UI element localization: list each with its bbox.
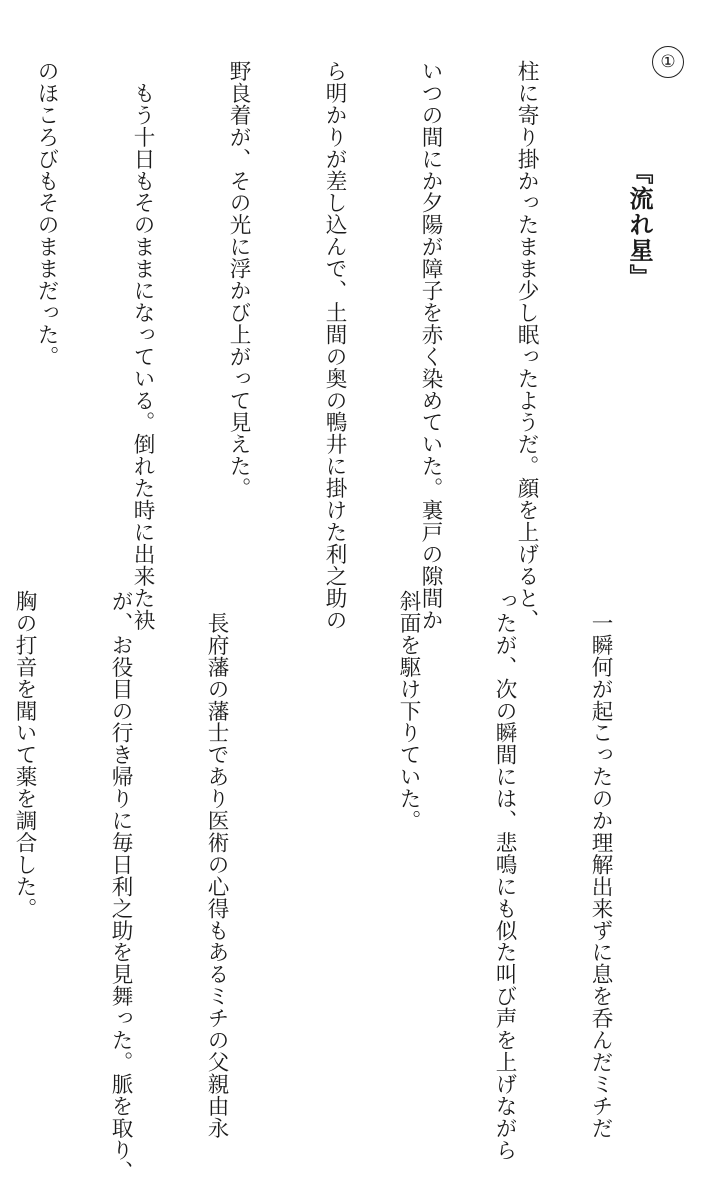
- page-number: ①: [652, 46, 684, 78]
- upper-text-block: [34, 60, 606, 631]
- text-line: もう十日もそのままになっている。倒れた時に出来た袂: [130, 60, 155, 631]
- text-line: ったが、次の瞬間には、悲鳴にも似た叫び声を上げながら: [492, 590, 517, 1161]
- lower-text-block: [12, 590, 680, 1183]
- text-line: 柱に寄り掛かったまま少し眠ったようだ。顔を上げると、: [514, 60, 539, 631]
- text-line: 胸の打音を聞いて薬を調合した。: [12, 590, 37, 920]
- story-title: 『流れ星』: [625, 160, 654, 290]
- text-line: 長府藩の藩士であり医術の心得もあるミチの父親由永: [204, 590, 229, 1139]
- text-line: 野良着が、その光に浮かび上がって見えた。: [226, 60, 251, 499]
- text-line: 一瞬何が起こったのか理解出来ずに息を呑んだミチだ: [588, 590, 613, 1139]
- text-line: 斜面を駆け下りていた。: [396, 590, 421, 832]
- text-line: ら明かりが差し込んで、土間の奥の鴨井に掛けた利之助の: [322, 60, 347, 631]
- text-line: いつの間にか夕陽が障子を赤く染めていた。裏戸の隙間か: [418, 60, 443, 631]
- text-line: のほころびもそのままだった。: [34, 60, 59, 368]
- text-line: が、お役目の行き帰りに毎日利之助を見舞った。脈を取り、: [108, 590, 133, 1183]
- blank-line: [296, 590, 328, 1070]
